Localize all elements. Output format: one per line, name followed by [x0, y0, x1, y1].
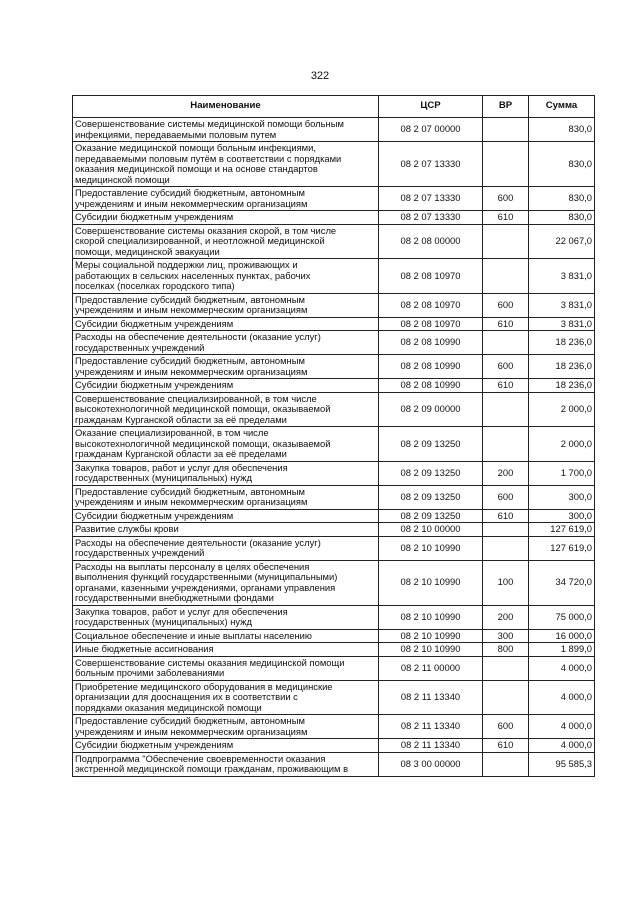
row-csr: 08 2 08 10970	[379, 317, 483, 331]
row-sum: 3 831,0	[529, 259, 595, 294]
row-sum: 830,0	[529, 118, 595, 142]
row-csr: 08 2 08 10970	[379, 259, 483, 294]
row-sum: 22 067,0	[529, 224, 595, 259]
row-name: Оказание специализированной, в том числе высокотехнологичной медицинской помощи, оказываемой гражданам Курганской области за её пределами	[73, 427, 379, 462]
table-row	[73, 211, 595, 225]
row-vr: 800	[483, 643, 529, 657]
header-name: Наименование	[73, 96, 379, 118]
row-name: Приобретение медицинского оборудования в медицинские организации для дооснащения их в соответствии с порядками оказания медицинской помощи	[73, 680, 379, 715]
row-sum: 127 619,0	[529, 536, 595, 560]
row-vr: 600	[483, 485, 529, 509]
table-row	[73, 523, 595, 537]
row-sum: 4 000,0	[529, 715, 595, 739]
row-name: Развитие службы крови	[73, 523, 379, 537]
table-row	[73, 485, 595, 509]
row-name: Социальное обеспечение и иные выплаты населению	[73, 629, 379, 643]
row-sum: 34 720,0	[529, 560, 595, 605]
row-sum: 830,0	[529, 142, 595, 187]
row-csr: 08 2 11 13340	[379, 739, 483, 753]
row-csr: 08 2 10 10990	[379, 536, 483, 560]
row-name: Субсидии бюджетным учреждениям	[73, 739, 379, 753]
row-vr	[483, 392, 529, 427]
row-csr: 08 3 00 00000	[379, 752, 483, 776]
row-vr: 610	[483, 739, 529, 753]
row-csr: 08 2 07 13330	[379, 211, 483, 225]
row-sum: 1 899,0	[529, 643, 595, 657]
table-row	[73, 293, 595, 317]
row-vr	[483, 427, 529, 462]
row-vr: 610	[483, 379, 529, 393]
table-row	[73, 118, 595, 142]
row-name: Расходы на обеспечение деятельности (оказание услуг) государственных учреждений	[73, 536, 379, 560]
row-csr: 08 2 10 10990	[379, 629, 483, 643]
row-vr	[483, 656, 529, 680]
row-csr: 08 2 09 00000	[379, 392, 483, 427]
row-name: Совершенствование системы оказания медицинской помощи больным прочими заболеваниями	[73, 656, 379, 680]
row-sum: 95 585,3	[529, 752, 595, 776]
row-name: Расходы на выплаты персоналу в целях обеспечения выполнения функций государственными (муниципальными) органами, казенными учреждениями, органами управления государственными внебюджетными фондами	[73, 560, 379, 605]
row-csr: 08 2 09 13250	[379, 461, 483, 485]
row-sum: 830,0	[529, 187, 595, 211]
row-csr: 08 2 11 13340	[379, 680, 483, 715]
row-vr	[483, 118, 529, 142]
table-header-row	[73, 96, 595, 118]
row-sum: 4 000,0	[529, 680, 595, 715]
table-row	[73, 509, 595, 523]
row-name: Совершенствование специализированной, в том числе высокотехнологичной медицинской помощи, оказываемой гражданам Курганской области за её пределами	[73, 392, 379, 427]
row-name: Оказание медицинской помощи больным инфекциями, передаваемыми половым путём в соответствии с порядками оказания медицинской помощи и на основе стандартов медицинской помощи	[73, 142, 379, 187]
row-name: Совершенствование системы медицинской помощи больным инфекциями, передаваемыми половым путем	[73, 118, 379, 142]
row-vr	[483, 536, 529, 560]
table-row	[73, 739, 595, 753]
row-vr: 600	[483, 355, 529, 379]
row-vr: 610	[483, 317, 529, 331]
row-name: Иные бюджетные ассигнования	[73, 643, 379, 657]
row-name: Субсидии бюджетным учреждениям	[73, 211, 379, 225]
table-row	[73, 331, 595, 355]
header-vr: ВР	[483, 96, 529, 118]
table-row	[73, 427, 595, 462]
row-vr	[483, 331, 529, 355]
row-vr	[483, 259, 529, 294]
row-csr: 08 2 09 13250	[379, 485, 483, 509]
table-row	[73, 560, 595, 605]
table-row	[73, 224, 595, 259]
table-row	[73, 379, 595, 393]
table-body	[73, 118, 595, 777]
row-csr: 08 2 10 10990	[379, 605, 483, 629]
row-name: Субсидии бюджетным учреждениям	[73, 509, 379, 523]
row-vr	[483, 752, 529, 776]
table-row	[73, 629, 595, 643]
row-name: Расходы на обеспечение деятельности (оказание услуг) государственных учреждений	[73, 331, 379, 355]
row-csr: 08 2 10 00000	[379, 523, 483, 537]
row-csr: 08 2 08 10990	[379, 331, 483, 355]
row-sum: 300,0	[529, 485, 595, 509]
row-csr: 08 2 08 10990	[379, 355, 483, 379]
row-vr	[483, 224, 529, 259]
table-row	[73, 643, 595, 657]
table-row	[73, 317, 595, 331]
table-row	[73, 355, 595, 379]
row-vr: 200	[483, 461, 529, 485]
row-vr: 200	[483, 605, 529, 629]
row-name: Предоставление субсидий бюджетным, автономным учреждениям и иным некоммерческим организациям	[73, 293, 379, 317]
row-vr	[483, 680, 529, 715]
row-sum: 2 000,0	[529, 392, 595, 427]
table-row	[73, 392, 595, 427]
row-vr: 600	[483, 293, 529, 317]
row-vr: 610	[483, 211, 529, 225]
row-sum: 127 619,0	[529, 523, 595, 537]
row-csr: 08 2 10 10990	[379, 643, 483, 657]
row-csr: 08 2 08 00000	[379, 224, 483, 259]
row-name: Меры социальной поддержки лиц, проживающих и работающих в сельских населенных пунктах, рабочих поселках (поселках городского типа)	[73, 259, 379, 294]
row-csr: 08 2 11 13340	[379, 715, 483, 739]
row-vr	[483, 142, 529, 187]
row-name: Субсидии бюджетным учреждениям	[73, 379, 379, 393]
table-row	[73, 187, 595, 211]
table-row	[73, 461, 595, 485]
table-row	[73, 656, 595, 680]
row-name: Подпрограмма "Обеспечение своевременности оказания экстренной медицинской помощи гражданам, проживающим в	[73, 752, 379, 776]
row-csr: 08 2 11 00000	[379, 656, 483, 680]
row-csr: 08 2 07 13330	[379, 187, 483, 211]
row-sum: 16 000,0	[529, 629, 595, 643]
table-row	[73, 752, 595, 776]
row-name: Субсидии бюджетным учреждениям	[73, 317, 379, 331]
row-sum: 18 236,0	[529, 379, 595, 393]
row-sum: 4 000,0	[529, 656, 595, 680]
page-number: 322	[310, 70, 330, 82]
row-sum: 3 831,0	[529, 317, 595, 331]
row-csr: 08 2 08 10970	[379, 293, 483, 317]
table-row	[73, 715, 595, 739]
table-row	[73, 536, 595, 560]
row-sum: 300,0	[529, 509, 595, 523]
row-csr: 08 2 09 13250	[379, 509, 483, 523]
row-sum: 75 000,0	[529, 605, 595, 629]
row-sum: 18 236,0	[529, 355, 595, 379]
row-name: Совершенствование системы оказания скорой, в том числе скорой специализированной, и неотложной медицинской помощи, медицинской эвакуации	[73, 224, 379, 259]
row-name: Закупка товаров, работ и услуг для обеспечения государственных (муниципальных) нужд	[73, 461, 379, 485]
header-csr: ЦСР	[379, 96, 483, 118]
table-row	[73, 259, 595, 294]
row-csr: 08 2 10 10990	[379, 560, 483, 605]
row-vr	[483, 523, 529, 537]
row-csr: 08 2 07 00000	[379, 118, 483, 142]
row-vr: 300	[483, 629, 529, 643]
row-csr: 08 2 08 10990	[379, 379, 483, 393]
row-sum: 830,0	[529, 211, 595, 225]
budget-table	[72, 95, 595, 777]
row-vr: 600	[483, 715, 529, 739]
row-vr: 100	[483, 560, 529, 605]
header-sum: Сумма	[529, 96, 595, 118]
row-csr: 08 2 07 13330	[379, 142, 483, 187]
row-vr: 600	[483, 187, 529, 211]
row-sum: 18 236,0	[529, 331, 595, 355]
row-sum: 3 831,0	[529, 293, 595, 317]
row-sum: 2 000,0	[529, 427, 595, 462]
row-name: Предоставление субсидий бюджетным, автономным учреждениям и иным некоммерческим организациям	[73, 485, 379, 509]
row-name: Предоставление субсидий бюджетным, автономным учреждениям и иным некоммерческим организациям	[73, 187, 379, 211]
row-sum: 1 700,0	[529, 461, 595, 485]
table-row	[73, 605, 595, 629]
row-name: Предоставление субсидий бюджетным, автономным учреждениям и иным некоммерческим организациям	[73, 355, 379, 379]
row-name: Закупка товаров, работ и услуг для обеспечения государственных (муниципальных) нужд	[73, 605, 379, 629]
row-sum: 4 000,0	[529, 739, 595, 753]
table-row	[73, 680, 595, 715]
table-row	[73, 142, 595, 187]
row-name: Предоставление субсидий бюджетным, автономным учреждениям и иным некоммерческим организациям	[73, 715, 379, 739]
row-vr: 610	[483, 509, 529, 523]
row-csr: 08 2 09 13250	[379, 427, 483, 462]
